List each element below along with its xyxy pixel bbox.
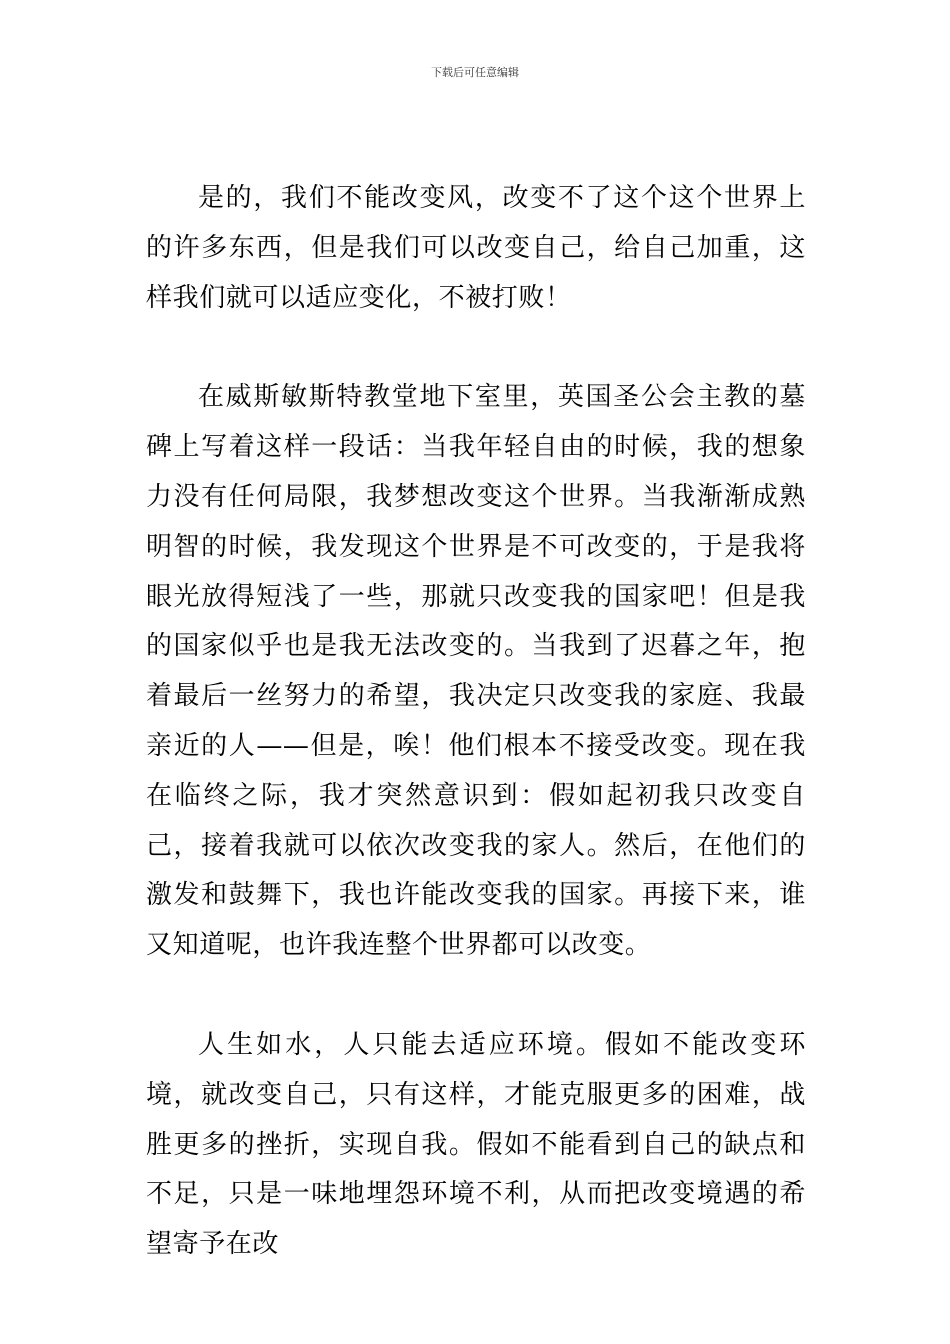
paragraph-1: 是的，我们不能改变风，改变不了这个这个世界上的许多东西，但是我们可以改变自己，给自己加重，这样我们就可以适应变化，不被打败！ xyxy=(146,183,806,313)
paragraph-2: 在威斯敏斯特教堂地下室里，英国圣公会主教的墓碑上写着这样一段话：当我年轻自由的时候，我的想象力没有任何局限，我梦想改变这个世界。当我渐渐成熟明智的时候，我发现这个世界是不可改变的，于是我将眼光放得短浅了一些，那就只改变我的国家吧！但是我的国家似乎也是我无法改变的。当我到了迟暮之年，抱着最后一丝努力的希望，我决定只改变我的家庭、我最亲近的人——但是，唉！他们根本不接受改变。现在我在临终之际，我才突然意识到：假如起初我只改变自己，接着我就可以依次改变我的家人。然后，在他们的激发和鼓舞下，我也许能改变我的国家。再接下来，谁又知道呢，也许我连整个世界都可以改变。 xyxy=(146,382,806,961)
body-text xyxy=(146,174,806,1270)
page-header: 下载后可任意编辑 xyxy=(431,66,519,79)
paragraph-3: 人生如水，人只能去适应环境。假如不能改变环境，就改变自己，只有这样，才能克服更多的困难，战胜更多的挫折，实现自我。假如不能看到自己的缺点和不足，只是一味地埋怨环境不利，从而把改变境遇的希望寄予在改 xyxy=(146,1029,806,1260)
